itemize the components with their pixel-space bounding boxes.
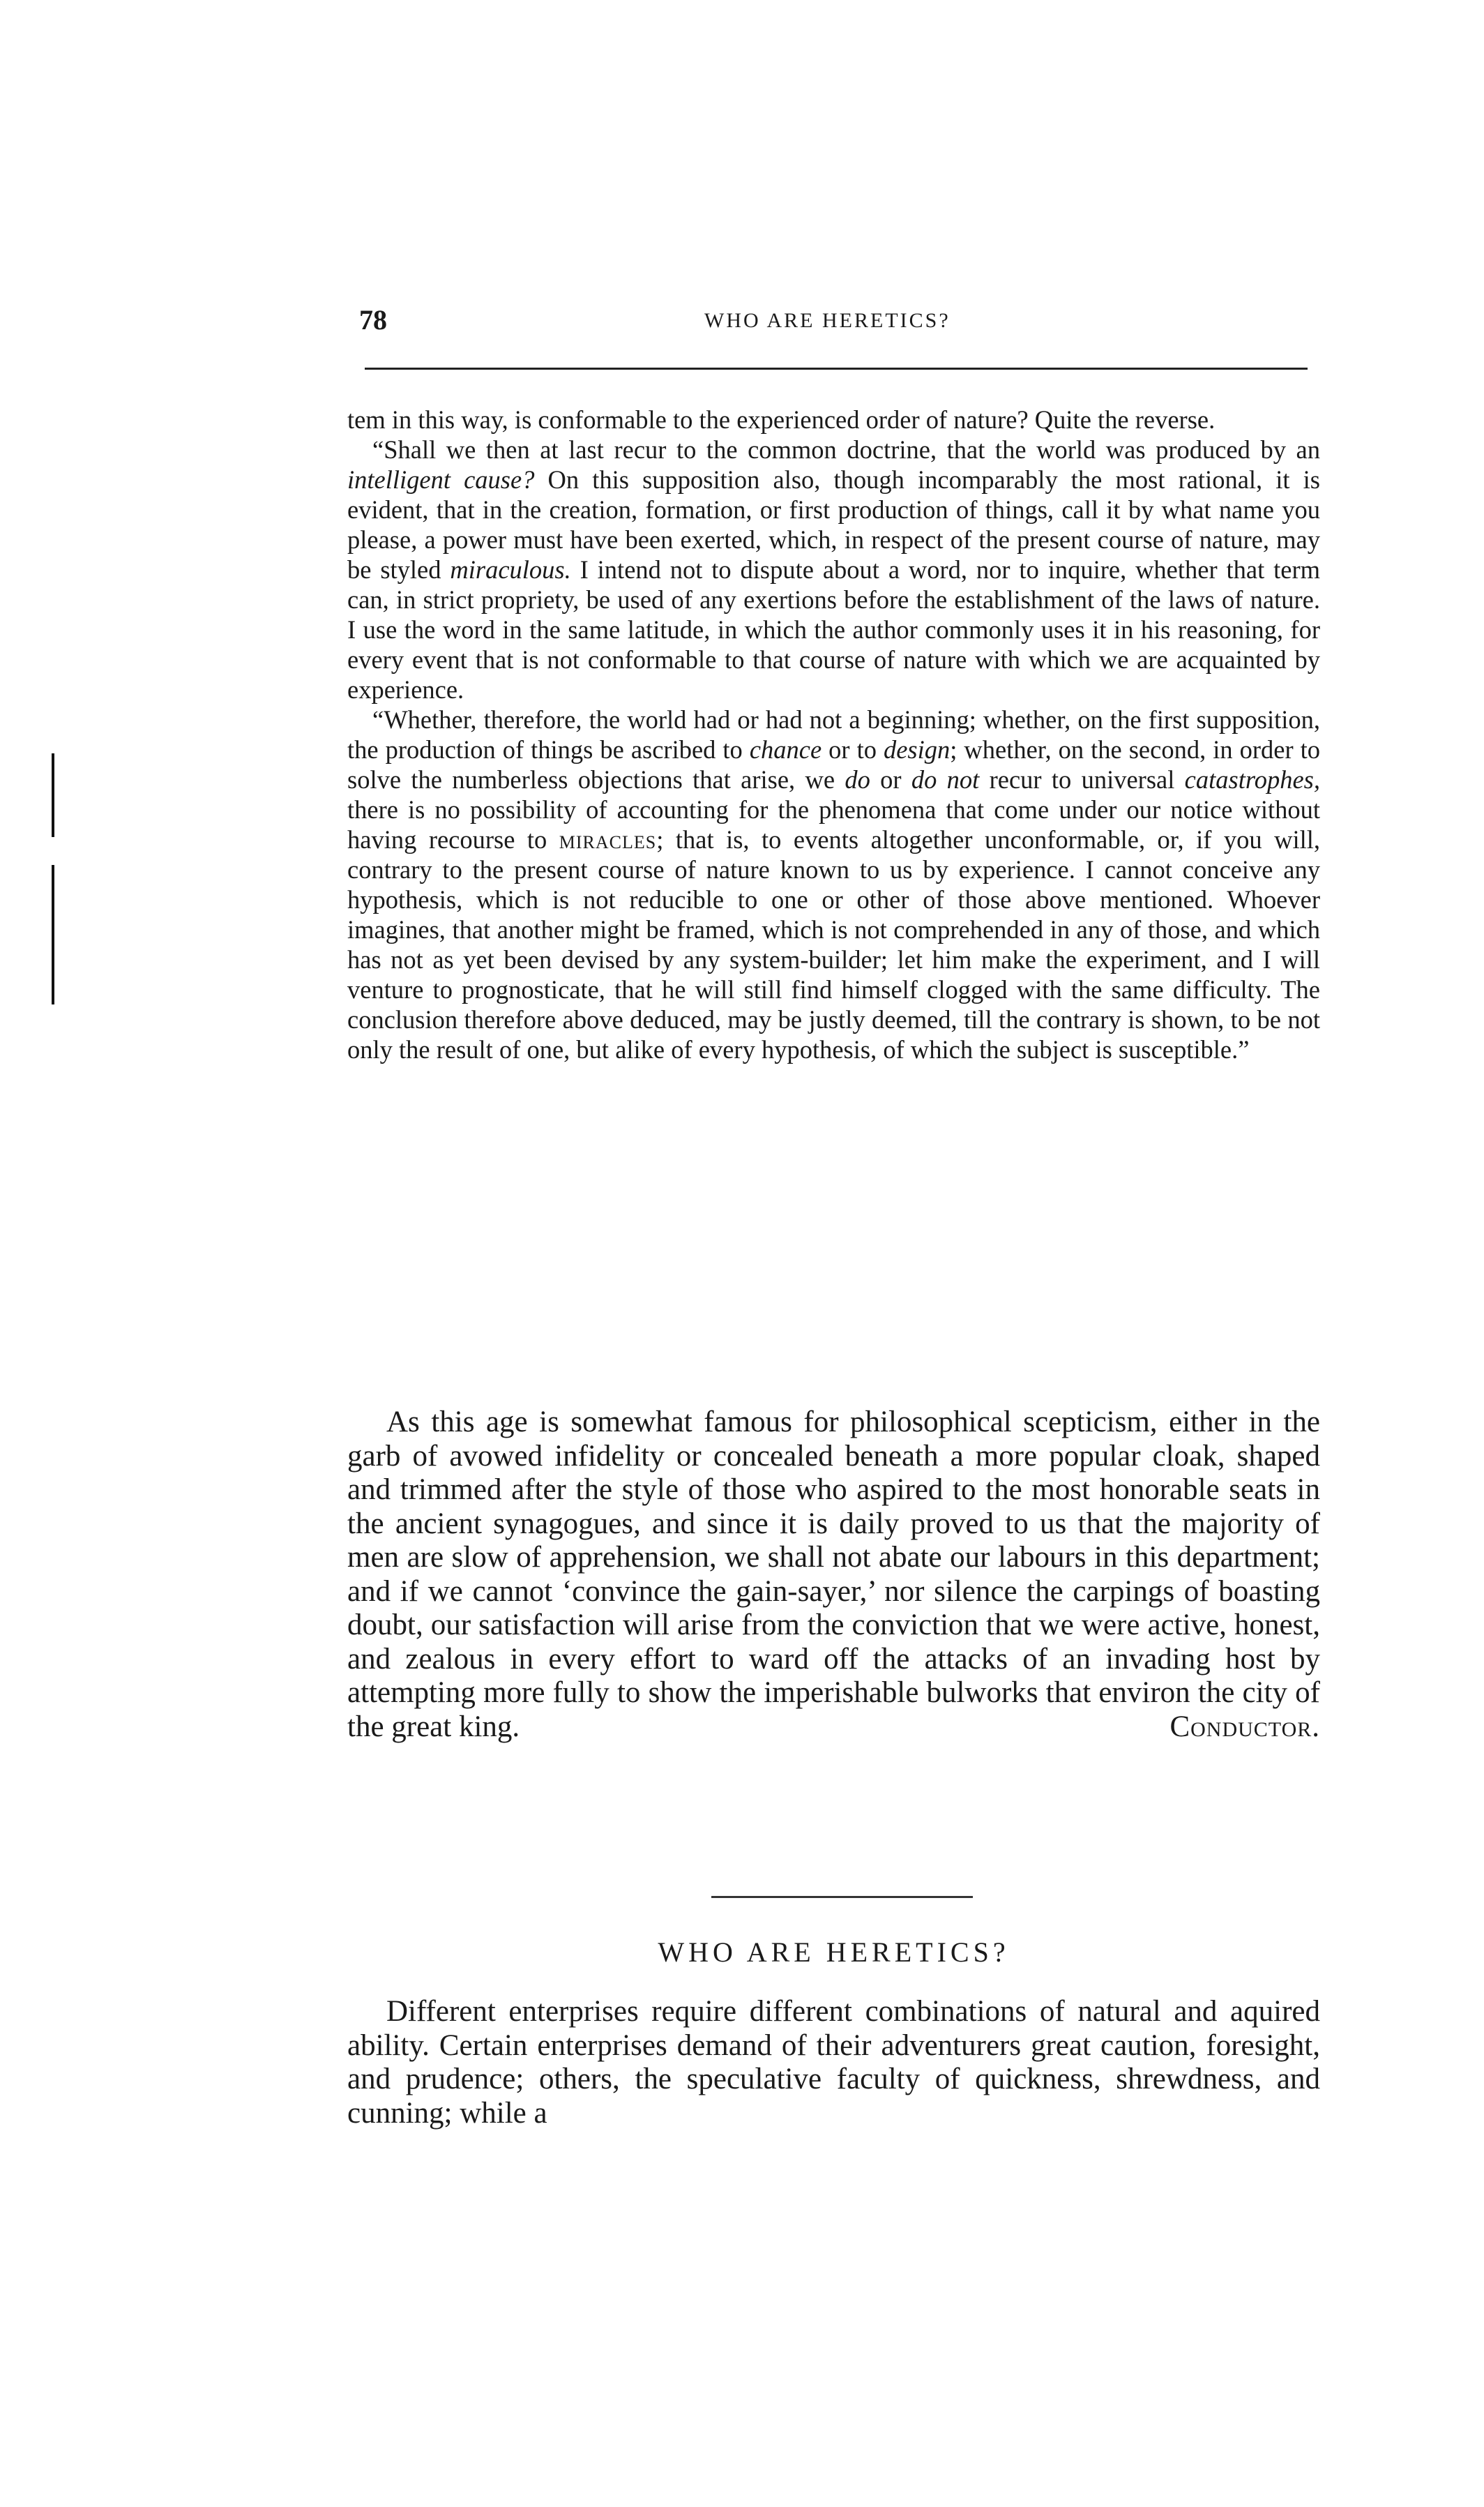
signature: Conductor.: [1169, 1710, 1320, 1743]
section-body: [347, 1995, 1320, 2130]
page-header: [359, 303, 1322, 345]
emphasis-text: do not: [911, 765, 980, 794]
emphasis-text: intelligent cause?: [347, 465, 535, 494]
scan-edge-mark: [52, 865, 54, 1004]
body-text: As this age is somewhat famous for philosophical scepticism, either in the garb of avowed infidelity or concealed beneath a more popular cloak, shaped and trimmed after the style of those who aspired to the most honorable seats in the ancient synagogues, and since it is daily proved to us that the majority of men are slow of apprehension, we shall not abate our labours in this department; and if we cannot ‘convince the gain-sayer,’ nor silence the carpings of boasting doubt, our satisfaction will arise from the conviction that we were active, honest, and zealous in every effort to ward off the attacks of an invading host by attempting more fully to show the imperishable bulworks that environ the city of the great king.: [347, 1406, 1320, 1743]
quote-text: I intend not to dispute about a word, nor to inquire, whether that term can, in strict propriety, be used of any exertions before the establishment of the laws of nature. I use the word in the same latitude, in which the author commonly uses it in his reasoning, for every event that is not conformable to that course of nature with which we are acquainted by experience.: [347, 555, 1320, 704]
quote-text: ; whether, on the second, in order to solve the numberless objections that arise, we: [347, 735, 1320, 794]
page-number: 78: [359, 304, 387, 336]
quote-text: ; that is, to events altogether unconformable, or, if you will, contrary to the present course of nature known to us by experience. I cannot conceive any hypothesis, which is not reducible to one or other of those above mentioned. Whoever imagines, that another might be framed, which is not comprehended in any of those, and which has not as yet been devised by any system-builder; let him make the experiment, and I will venture to prognosticate, that he will still find himself clogged with the same difficulty. The conclusion therefore above deduced, may be justly deemed, till the contrary is shown, to be not only the result of one, but alike of every hypothesis, of which the subject is susceptible.”: [347, 825, 1320, 1064]
quote-text: tem in this way, is conformable to the experienced order of nature? Quite the reverse.: [347, 405, 1216, 434]
quote-text: or: [870, 765, 911, 794]
emphasis-text: design: [883, 735, 951, 764]
quote-paragraph-2: [347, 435, 1320, 705]
section-paragraph: [347, 1995, 1320, 2130]
quote-text: “Whether, therefore, the world had or had not a beginning; whether, on the first supposition, the production of things be ascribed to: [347, 705, 1320, 764]
small-caps-text: miracles: [559, 825, 657, 854]
section-text: Different enterprises require different combinations of natural and aquired ability. Certain enterprises demand of their adventurers great caution, foresight, and prudence; others, the speculative faculty of quickness, shrewdness, and cunning; while a: [347, 1995, 1320, 2130]
running-title: WHO ARE HERETICS?: [704, 309, 951, 332]
header-rule: [365, 368, 1308, 370]
quote-text: there is no possibility of accounting for the phenomena that come under our notice without having recourse to: [347, 795, 1320, 854]
quote-paragraph-3: [347, 705, 1320, 1064]
quote-text: recur to universal: [979, 765, 1185, 794]
scan-edge-mark: [52, 753, 54, 837]
quote-text: On this supposition also, though incomparably the most rational, it is evident, that in the creation, formation, or first production of things, call it by what name you please, a power must have been exerted, which, in respect of the present course of nature, may be styled: [347, 465, 1320, 584]
emphasis-text: catastrophes,: [1184, 765, 1320, 794]
body-paragraph: [347, 1406, 1320, 1744]
quote-text: or to: [821, 735, 884, 764]
emphasis-text: do: [845, 765, 870, 794]
quote-paragraph-1: [347, 405, 1320, 435]
quote-text: “Shall we then at last recur to the common doctrine, that the world was produced by an: [372, 435, 1320, 464]
editorial-passage: [347, 1406, 1320, 1744]
emphasis-text: chance: [749, 735, 822, 764]
section-heading: WHO ARE HERETICS?: [658, 1936, 1010, 1968]
section-divider: [711, 1896, 973, 1898]
quoted-passage: [347, 405, 1320, 1064]
emphasis-text: miraculous.: [450, 555, 571, 584]
